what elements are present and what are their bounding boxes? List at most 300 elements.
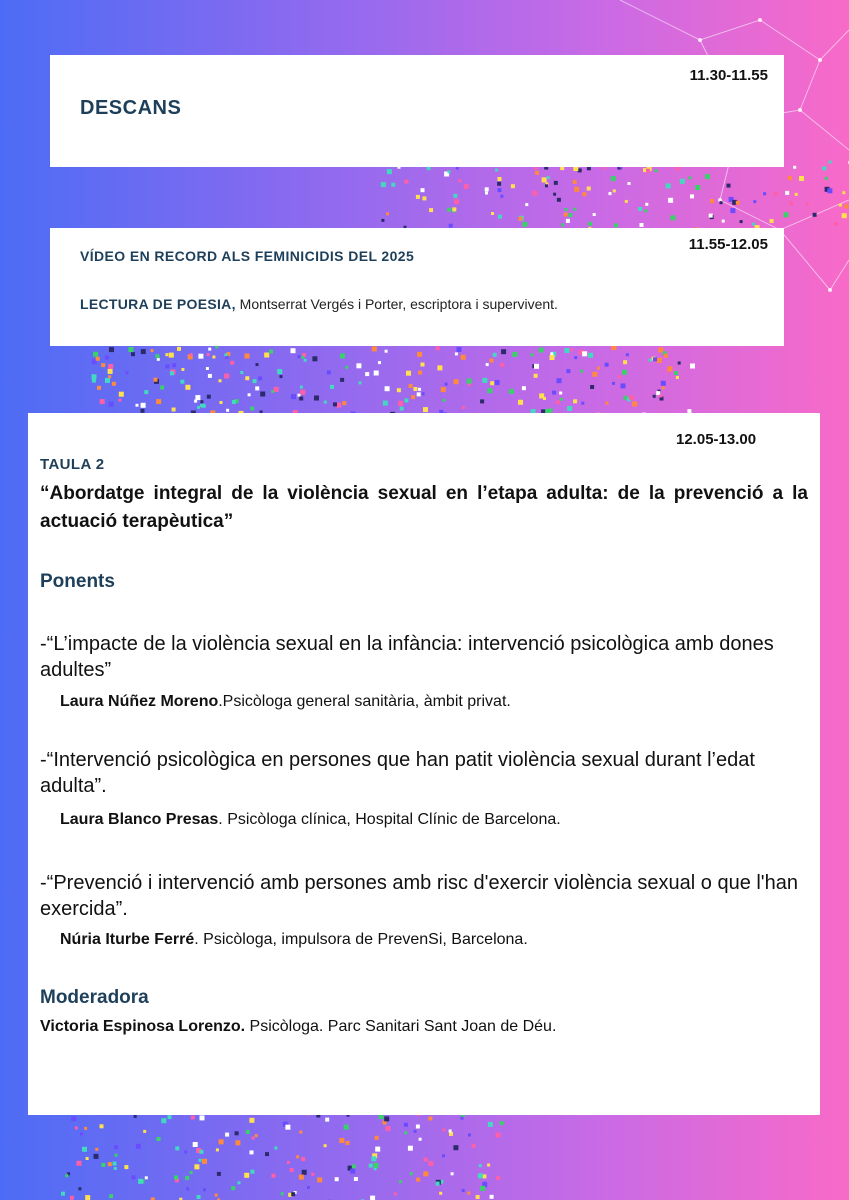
confetti-dot <box>378 361 381 364</box>
confetti-dot <box>625 200 628 203</box>
confetti-dot <box>543 397 546 400</box>
confetti-dot <box>381 182 386 187</box>
confetti-dot <box>280 375 283 378</box>
confetti-dot <box>333 402 337 406</box>
confetti-dot <box>418 371 422 375</box>
speaker-name: Núria Iturbe Ferré <box>60 931 195 948</box>
confetti-dot <box>498 177 502 181</box>
speaker-role: .Psicòloga general sanitària, àmbit privat. <box>218 693 511 710</box>
confetti-dot <box>442 1154 445 1157</box>
break-card <box>50 55 784 167</box>
confetti-dot <box>464 184 469 189</box>
confetti-dot <box>428 1161 433 1166</box>
confetti-dot <box>220 401 223 404</box>
confetti-dot <box>667 366 672 371</box>
confetti-dot <box>136 404 139 407</box>
confetti-dot <box>657 358 662 363</box>
confetti-dot <box>225 1133 229 1137</box>
confetti-dot <box>495 169 498 172</box>
talk-title: -“L’impacte de la violència sexual en la infància: intervenció psicològica amb dones adultes” <box>40 633 774 681</box>
confetti-dot <box>96 357 100 361</box>
confetti-dot <box>92 374 97 379</box>
confetti-dot <box>109 1194 113 1198</box>
confetti-dot <box>773 192 777 196</box>
confetti-dot <box>461 1117 464 1120</box>
confetti-dot <box>143 1130 146 1133</box>
confetti-dot <box>509 389 514 394</box>
confetti-dot <box>97 386 101 390</box>
confetti-dot <box>421 188 425 192</box>
confetti-dot <box>374 371 379 376</box>
confetti-dot <box>676 376 679 379</box>
confetti-dot <box>442 1128 445 1131</box>
break-title: DESCANS <box>80 97 182 119</box>
confetti-dot <box>623 396 627 400</box>
confetti-dot <box>827 188 832 193</box>
confetti-dot <box>212 356 215 359</box>
confetti-dot <box>207 353 210 356</box>
confetti-dot <box>752 223 755 226</box>
confetti-dot <box>264 353 269 358</box>
confetti-dot <box>511 184 515 188</box>
confetti-dot <box>296 1155 299 1158</box>
confetti-dot <box>496 1133 501 1138</box>
confetti-dot <box>710 199 714 203</box>
confetti-dot <box>632 402 637 407</box>
confetti-dot <box>312 356 317 361</box>
confetti-dot <box>304 359 307 362</box>
confetti-dot <box>285 1125 290 1130</box>
confetti-dot <box>605 363 609 367</box>
confetti-dot <box>410 1172 413 1175</box>
confetti-dot <box>441 387 446 392</box>
confetti-dot <box>411 395 415 399</box>
confetti-dot <box>453 194 457 198</box>
confetti-dot <box>500 363 504 367</box>
confetti-dot <box>825 177 828 180</box>
confetti-dot <box>522 222 527 227</box>
confetti-dot <box>272 1174 276 1178</box>
confetti-dot <box>459 179 462 182</box>
confetti-dot <box>763 192 766 195</box>
confetti-dot <box>789 201 793 205</box>
confetti-dot <box>269 350 273 354</box>
confetti-dot <box>690 364 695 369</box>
confetti-dot <box>299 1175 304 1180</box>
confetti-dot <box>419 1138 422 1141</box>
video-title: VÍDEO EN RECORD ALS FEMINICIDIS DEL 2025 <box>80 248 415 264</box>
confetti-dot <box>680 179 685 184</box>
confetti-dot <box>649 359 652 362</box>
confetti-dot <box>301 1157 305 1161</box>
confetti-dot <box>82 1147 87 1152</box>
confetti-dot <box>582 192 586 196</box>
confetti-dot <box>71 1116 76 1121</box>
confetti-dot <box>195 395 200 400</box>
confetti-dot <box>370 1196 375 1200</box>
confetti-dot <box>588 222 592 226</box>
confetti-dot <box>482 1174 486 1178</box>
confetti-dot <box>497 182 501 186</box>
confetti-dot <box>498 215 502 219</box>
confetti-dot <box>695 185 700 190</box>
confetti-dot <box>385 386 390 391</box>
confetti-dot <box>255 386 259 390</box>
confetti-dot <box>157 1137 161 1141</box>
confetti-dot <box>291 348 296 353</box>
confetti-dot <box>65 1174 68 1177</box>
confetti-dot <box>384 1116 389 1121</box>
confetti-dot <box>566 219 570 223</box>
confetti-dot <box>613 189 616 192</box>
confetti-dot <box>676 166 680 170</box>
confetti-dot <box>557 198 561 202</box>
confetti-dot <box>487 1164 490 1167</box>
confetti-dot <box>740 220 743 223</box>
confetti-dot <box>417 392 421 396</box>
confetti-dot <box>839 204 842 207</box>
confetti-dot <box>564 348 569 353</box>
moderator-role: Psicòloga. Parc Sanitari Sant Joan de Déu. <box>245 1018 557 1035</box>
confetti-dot <box>437 365 442 370</box>
confetti-dot <box>108 369 113 374</box>
confetti-dot <box>255 1134 258 1137</box>
confetti-dot <box>274 387 279 392</box>
confetti-dot <box>203 1188 206 1191</box>
confetti-dot <box>356 363 361 368</box>
confetti-dot <box>339 1138 344 1143</box>
confetti-dot <box>108 1162 112 1166</box>
confetti-dot <box>518 400 523 405</box>
confetti-dot <box>335 1177 339 1181</box>
confetti-dot <box>101 363 105 367</box>
confetti-dot <box>258 376 262 380</box>
confetti-dot <box>573 399 577 403</box>
confetti-dot <box>301 356 304 359</box>
confetti-dot <box>302 1170 307 1175</box>
confetti-dot <box>623 360 627 364</box>
poetry-reading-label: LECTURA DE POESIA, <box>80 296 236 312</box>
confetti-dot <box>200 404 203 407</box>
panel-title: “Abordatge integral de la violència sexual en l’etapa adulta: de la prevenció a la actuació terapèutica” <box>40 483 808 532</box>
confetti-dot <box>340 353 345 358</box>
confetti-dot <box>795 193 798 196</box>
confetti-dot <box>191 1116 195 1120</box>
confetti-dot <box>590 385 594 389</box>
confetti-dot <box>535 171 539 175</box>
confetti-dot <box>170 371 174 375</box>
confetti-dot <box>445 383 448 386</box>
confetti-dot <box>372 346 377 351</box>
confetti-dot <box>478 1173 483 1178</box>
confetti-dot <box>175 1146 179 1150</box>
confetti-dot <box>644 209 647 212</box>
confetti-dot <box>668 198 673 203</box>
confetti-dot <box>400 407 404 411</box>
confetti-dot <box>806 202 809 205</box>
confetti-dot <box>190 1171 193 1174</box>
confetti-dot <box>688 176 691 179</box>
confetti-dot <box>448 170 451 173</box>
confetti-dot <box>611 176 616 181</box>
confetti-dot <box>109 402 114 407</box>
confetti-dot <box>785 191 789 195</box>
confetti-dot <box>115 1154 118 1157</box>
confetti-dot <box>324 401 327 404</box>
confetti-dot <box>350 1169 355 1174</box>
confetti-dot <box>394 1192 397 1195</box>
confetti-dot <box>539 348 544 353</box>
speaker-role: . Psicòloga, impulsora de PrevenSi, Barcelona. <box>194 931 528 948</box>
confetti-dot <box>422 196 426 200</box>
confetti-dot <box>226 409 229 412</box>
confetti-dot <box>467 1192 470 1195</box>
confetti-dot <box>485 192 488 195</box>
confetti-dot <box>655 169 658 172</box>
confetti-dot <box>101 1163 105 1167</box>
confetti-dot <box>488 1122 493 1127</box>
confetti-dot <box>246 1130 250 1134</box>
confetti-dot <box>217 1172 221 1176</box>
confetti-dot <box>597 367 600 370</box>
confetti-dot <box>404 1131 407 1134</box>
confetti-dot <box>230 361 234 365</box>
confetti-dot <box>436 346 440 350</box>
confetti-dot <box>398 401 403 406</box>
confetti-dot <box>404 1123 408 1127</box>
confetti-dot <box>565 208 568 211</box>
confetti-dot <box>545 184 548 187</box>
confetti-dot <box>114 1167 117 1170</box>
confetti-dot <box>653 395 656 398</box>
confetti-dot <box>580 370 583 373</box>
confetti-dot <box>324 1144 327 1147</box>
confetti-dot <box>250 407 254 411</box>
confetti-dot <box>138 1179 143 1184</box>
speaker-line <box>60 811 561 829</box>
confetti-dot <box>156 399 161 404</box>
confetti-dot <box>547 176 550 179</box>
confetti-dot <box>626 353 629 356</box>
confetti-dot <box>451 1172 454 1175</box>
confetti-dot <box>346 1141 350 1145</box>
confetti-dot <box>720 201 723 204</box>
confetti-dot <box>429 208 433 212</box>
confetti-dot <box>198 354 203 359</box>
confetti-dot <box>573 208 576 211</box>
confetti-dot <box>456 167 459 170</box>
confetti-dot <box>592 372 597 377</box>
moderator-heading: Moderadora <box>40 987 149 1008</box>
confetti-dot <box>113 1162 117 1166</box>
confetti-dot <box>498 188 502 192</box>
confetti-dot <box>606 402 609 405</box>
confetti-dot <box>424 1158 428 1162</box>
confetti-dot <box>727 184 731 188</box>
confetti-dot <box>108 375 111 378</box>
confetti-dot <box>421 363 425 367</box>
confetti-dot <box>311 1173 314 1176</box>
confetti-dot <box>428 1117 432 1121</box>
confetti-dot <box>77 1161 82 1166</box>
confetti-dot <box>416 195 420 199</box>
confetti-dot <box>844 205 848 209</box>
confetti-dot <box>457 347 462 352</box>
confetti-dot <box>385 350 388 353</box>
confetti-dot <box>486 363 489 366</box>
confetti-dot <box>186 1187 189 1190</box>
confetti-dot <box>480 1186 485 1191</box>
confetti-dot <box>197 406 200 409</box>
confetti-dot <box>842 213 847 218</box>
confetti-dot <box>145 1176 148 1179</box>
confetti-dot <box>519 217 523 221</box>
confetti-dot <box>297 355 300 358</box>
confetti-dot <box>180 380 184 384</box>
confetti-dot <box>290 1168 294 1172</box>
confetti-dot <box>317 1177 322 1182</box>
confetti-dot <box>487 388 492 393</box>
confetti-dot <box>454 379 459 384</box>
confetti-dot <box>822 166 826 170</box>
confetti-dot <box>525 203 528 206</box>
confetti-dot <box>354 1177 358 1181</box>
confetti-dot <box>829 161 832 164</box>
confetti-dot <box>512 352 517 357</box>
confetti-dot <box>490 359 494 363</box>
speaker-line <box>60 931 528 949</box>
confetti-dot <box>500 1121 504 1125</box>
confetti-dot <box>190 353 193 356</box>
talk-title: -“Prevenció i intervenció amb persones amb risc d'exercir violència sexual o que l'han exercida”. <box>40 872 798 920</box>
confetti-dot <box>622 370 627 375</box>
confetti-dot <box>386 212 389 215</box>
confetti-dot <box>621 383 626 388</box>
confetti-dot <box>157 358 160 361</box>
confetti-dot <box>240 371 243 374</box>
talk-title: -“Intervenció psicològica en persones que han patit violència sexual durant l’edat adulta”. <box>40 749 755 797</box>
confetti-dot <box>238 1181 241 1184</box>
confetti-dot <box>661 381 666 386</box>
confetti-dot <box>587 187 591 191</box>
confetti-dot <box>330 385 334 389</box>
confetti-dot <box>414 1130 417 1133</box>
confetti-dot <box>532 191 537 196</box>
confetti-dot <box>461 355 466 360</box>
confetti-dot <box>658 347 663 352</box>
confetti-dot <box>194 400 197 403</box>
confetti-dot <box>256 363 259 366</box>
confetti-dot <box>662 386 665 389</box>
confetti-dot <box>409 384 413 388</box>
confetti-dot <box>155 354 159 358</box>
confetti-dot <box>442 399 445 402</box>
confetti-dot <box>490 381 494 385</box>
confetti-dot <box>813 213 817 217</box>
confetti-dot <box>482 378 487 383</box>
confetti-dot <box>132 1175 136 1179</box>
confetti-dot <box>248 393 251 396</box>
tribute-card <box>50 228 784 346</box>
confetti-dot <box>93 352 98 357</box>
confetti-dot <box>307 1186 310 1189</box>
confetti-dot <box>476 1195 480 1199</box>
confetti-dot <box>550 352 553 355</box>
confetti-dot <box>200 1115 205 1120</box>
confetti-dot <box>184 1151 187 1154</box>
confetti-dot <box>207 395 211 399</box>
confetti-dot <box>674 371 678 375</box>
confetti-dot <box>80 1132 83 1135</box>
confetti-dot <box>618 375 621 378</box>
confetti-dot <box>646 169 650 173</box>
confetti-dot <box>753 200 756 203</box>
confetti-dot <box>281 1192 284 1195</box>
confetti-dot <box>208 348 211 351</box>
confetti-dot <box>561 223 564 226</box>
confetti-dot <box>542 177 547 182</box>
confetti-dot <box>472 1144 476 1148</box>
confetti-dot <box>61 1192 65 1196</box>
confetti-dot <box>722 220 725 223</box>
confetti-dot <box>554 181 558 185</box>
confetti-dot <box>197 1195 201 1199</box>
confetti-dot <box>374 1163 379 1168</box>
confetti-dot <box>160 386 164 390</box>
confetti-dot <box>399 1180 402 1183</box>
confetti-dot <box>799 176 804 181</box>
confetti-dot <box>645 203 648 206</box>
confetti-dot <box>666 183 671 188</box>
confetti-dot <box>531 353 534 356</box>
confetti-dot <box>559 392 562 395</box>
confetti-dot <box>573 180 577 184</box>
poetry-reading <box>80 296 558 312</box>
confetti-dot <box>300 386 303 389</box>
confetti-dot <box>172 408 176 412</box>
confetti-dot <box>670 215 675 220</box>
confetti-dot <box>119 392 124 397</box>
confetti-dot <box>462 406 465 409</box>
confetti-dot <box>588 353 593 358</box>
confetti-dot <box>423 1171 428 1176</box>
confetti-dot <box>177 347 181 351</box>
confetti-dot <box>105 356 109 360</box>
confetti-dot <box>381 219 384 222</box>
confetti-dot <box>570 348 573 351</box>
confetti-dot <box>369 1164 373 1168</box>
confetti-dot <box>216 1148 219 1151</box>
confetti-dot <box>784 212 789 217</box>
confetti-dot <box>199 1150 203 1154</box>
confetti-dot <box>325 1118 329 1122</box>
confetti-dot <box>454 199 459 204</box>
confetti-dot <box>131 352 135 356</box>
confetti-dot <box>154 378 158 382</box>
confetti-dot <box>418 388 421 391</box>
confetti-dot <box>417 352 422 357</box>
confetti-dot <box>408 1146 413 1151</box>
confetti-dot <box>375 1147 380 1152</box>
confetti-dot <box>593 213 596 216</box>
confetti-dot <box>181 368 184 371</box>
confetti-dot <box>500 195 503 198</box>
confetti-dot <box>252 1137 255 1140</box>
confetti-dot <box>219 1139 224 1144</box>
confetti-dot <box>705 174 710 179</box>
confetti-dot <box>165 353 168 356</box>
confetti-dot <box>582 351 587 356</box>
